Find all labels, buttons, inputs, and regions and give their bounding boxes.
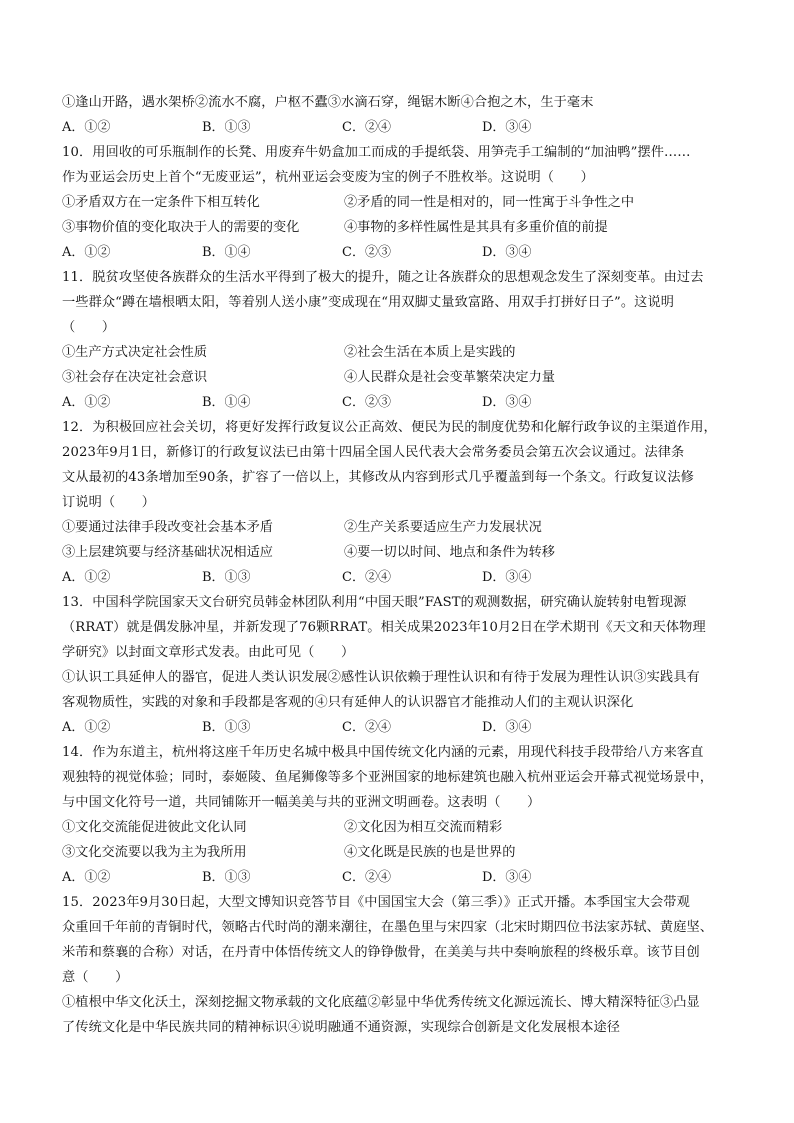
q12-statement-2: ②生产关系要适应生产力发展状况 [344,520,542,535]
q12-stem-line: 文从最初的43条增加至90条，扩容了一倍以上，其修改从内容到形式几乎覆盖到每一个条文。行政复议法修 [62,470,694,485]
q12-statement-row [62,515,742,540]
q11-statement-2: ②社会生活在本质上是实践的 [344,345,516,360]
q10-statement-4: ④事物的多样性属性是其具有多重价值的前提 [344,220,608,235]
q10-options [62,240,742,265]
q14-statement-1: ①文化交流能促进彼此文化认同 [62,820,247,835]
q11-option-b[interactable]: B．①④ [202,395,251,410]
q14-statement-row [62,815,742,840]
q11-stem-line: （ ） [62,320,116,335]
q13-option-a[interactable]: A．①② [62,720,111,735]
q12-statement-row [62,540,742,565]
q15-statement-line: 了传统文化是中华民族共同的精神标识④说明融通不通资源，实现综合创新是文化发展根本途径 [62,1020,621,1035]
q11-stem-line: 一些群众“蹲在墙根晒太阳，等着别人送小康”变成现在“用双脚丈量致富路、用双手打拼好日子”。这说明 [62,295,675,310]
q13-stem-line: 13．中国科学院国家天文台研究员韩金林团队利用“中国天眼”FAST的观测数据，研究确认旋转射电暂现源 [62,595,687,610]
q15-stem-line: 15．2023年9月30日起，大型文博知识竞答节目《中国国宝大会（第三季）》正式开播。本季国宝大会带观 [62,895,690,910]
q9-option-d[interactable]: D．③④ [482,120,532,135]
q11-statement-1: ①生产方式决定社会性质 [62,345,208,360]
question-10 [62,140,742,265]
q11-option-a[interactable]: A．①② [62,395,111,410]
q14-statement-2: ②文化因为相互交流而精彩 [344,820,503,835]
q12-option-c[interactable]: C．②④ [342,570,391,585]
q13-stem-line: （RRAT）就是偶发脉冲星，并新发现了76颗RRAT。相关成果2023年10月2日在学术期刊《天文和天体物理 [62,620,706,635]
q10-option-b[interactable]: B．①④ [202,245,251,260]
q10-statement-row [62,190,742,215]
q12-option-a[interactable]: A．①② [62,570,111,585]
q12-options [62,565,742,590]
q10-option-a[interactable]: A．①② [62,245,111,260]
q14-option-a[interactable]: A．①② [62,870,111,885]
q15-stem-line: 众重回千年前的青铜时代，领略古代时尚的潮来潮往，在墨色里与宋四家（北宋时期四位书法家苏轼、黄庭坚、 [62,920,714,935]
q13-option-d[interactable]: D．③④ [482,720,532,735]
q14-statement-3: ③文化交流要以我为主为我所用 [62,845,247,860]
q9-option-a[interactable]: A．①② [62,120,111,135]
q14-option-d[interactable]: D．③④ [482,870,532,885]
q13-stem-line: 学研究》以封面文章形式发表。由此可见（ ） [62,645,355,660]
q13-option-b[interactable]: B．①③ [202,720,251,735]
q12-statement-1: ①要通过法律手段改变社会基本矛盾 [62,520,273,535]
q10-option-d[interactable]: D．③④ [482,245,532,260]
q15-statement-line: ①植根中华文化沃土，深刻挖掘文物承载的文化底蕴②彰显中华优秀传统文化源远流长、博大精深特征③凸显 [62,995,700,1010]
q14-stem-line: 观独特的视觉体验；同时，泰姬陵、鱼尾狮像等多个亚洲国家的地标建筑也融入杭州亚运会开幕式视觉场景中， [62,770,714,785]
q15-stem-line: 米芾和蔡襄的合称）对话，在丹青中体悟传统文人的铮铮傲骨，在美美与共中奏响旅程的终极乐章。该节目创 [62,945,700,960]
question-12 [62,415,742,590]
q12-statement-4: ④要一切以时间、地点和条件为转移 [344,545,555,560]
q10-statement-1: ①矛盾双方在一定条件下相互转化 [62,195,260,210]
q10-statement-3: ③事物价值的变化取决于人的需要的变化 [62,220,300,235]
question-9 [62,90,742,140]
q13-options [62,715,742,740]
q14-options [62,865,742,890]
question-11 [62,265,742,415]
q11-statement-3: ③社会存在决定社会意识 [62,370,208,385]
q13-statement-line: ①认识工具延伸人的器官，促进人类认识发展②感性认识依赖于理性认识和有待于发展为理性认识③实践具有 [62,670,700,685]
q10-statement-2: ②矛盾的同一性是相对的，同一性寓于斗争性之中 [344,195,635,210]
q10-stem-line: 10．用回收的可乐瓶制作的长凳、用废弃牛奶盒加工而成的手提纸袋、用笋壳手工编制的“加油鸭”摆件…… [62,145,691,160]
q11-option-c[interactable]: C．②③ [342,395,391,410]
q12-stem-line: 12．为积极回应社会关切，将更好发挥行政复议公正高效、便民为民的制度优势和化解行政争议的主渠道作用， [62,420,717,435]
q10-option-c[interactable]: C．②③ [342,245,391,260]
q11-stem-line: 11．脱贫攻坚使各族群众的生活水平得到了极大的提升，随之让各族群众的思想观念发生了深刻变革。由过去 [62,270,704,285]
q9-options [62,115,742,140]
q13-option-c[interactable]: C．②④ [342,720,391,735]
exam-page [62,90,742,1040]
q12-statement-3: ③上层建筑要与经济基础状况相适应 [62,545,273,560]
q14-statement-row [62,840,742,865]
q14-option-c[interactable]: C．②④ [342,870,391,885]
q14-stem-line: 与中国文化符号一道，共同铺陈开一幅美美与共的亚洲文明画卷。这表明（ ） [62,795,541,810]
question-15 [62,890,742,1040]
q9-option-b[interactable]: B．①③ [202,120,251,135]
q12-option-b[interactable]: B．①③ [202,570,251,585]
q11-option-d[interactable]: D．③④ [482,395,532,410]
q14-statement-4: ④文化既是民族的也是世界的 [344,845,516,860]
q12-option-d[interactable]: D．③④ [482,570,532,585]
q11-statement-row [62,365,742,390]
q14-stem-line: 14．作为东道主，杭州将这座千年历史名城中极具中国传统文化内涵的元素，用现代科技手段带给八方来客直 [62,745,704,760]
q11-statement-row [62,340,742,365]
q12-stem-line: 2023年9月1日，新修订的行政复议法已由第十四届全国人民代表大会常务委员会第五次会议通过。法律条 [62,445,685,460]
q9-statements: ①逢山开路，遇水架桥②流水不腐，户枢不蠹③水滴石穿，绳锯木断④合抱之木，生于毫末 [62,95,594,110]
q11-statement-4: ④人民群众是社会变革繁荣决定力量 [344,370,555,385]
q13-statement-line: 客观物质性，实践的对象和手段都是客观的④只有延伸人的认识器官才能推动人们的主观认识深化 [62,695,634,710]
q10-statement-row [62,215,742,240]
q12-stem-line: 订说明（ ） [62,495,156,510]
q14-option-b[interactable]: B．①③ [202,870,251,885]
q11-options [62,390,742,415]
q9-option-c[interactable]: C．②④ [342,120,391,135]
q15-stem-line: 意（ ） [62,970,129,985]
question-14 [62,740,742,890]
question-13 [62,590,742,740]
q10-stem-line: 作为亚运会历史上首个“无废亚运”，杭州亚运会变废为宝的例子不胜枚举。这说明（ ） [62,170,594,185]
